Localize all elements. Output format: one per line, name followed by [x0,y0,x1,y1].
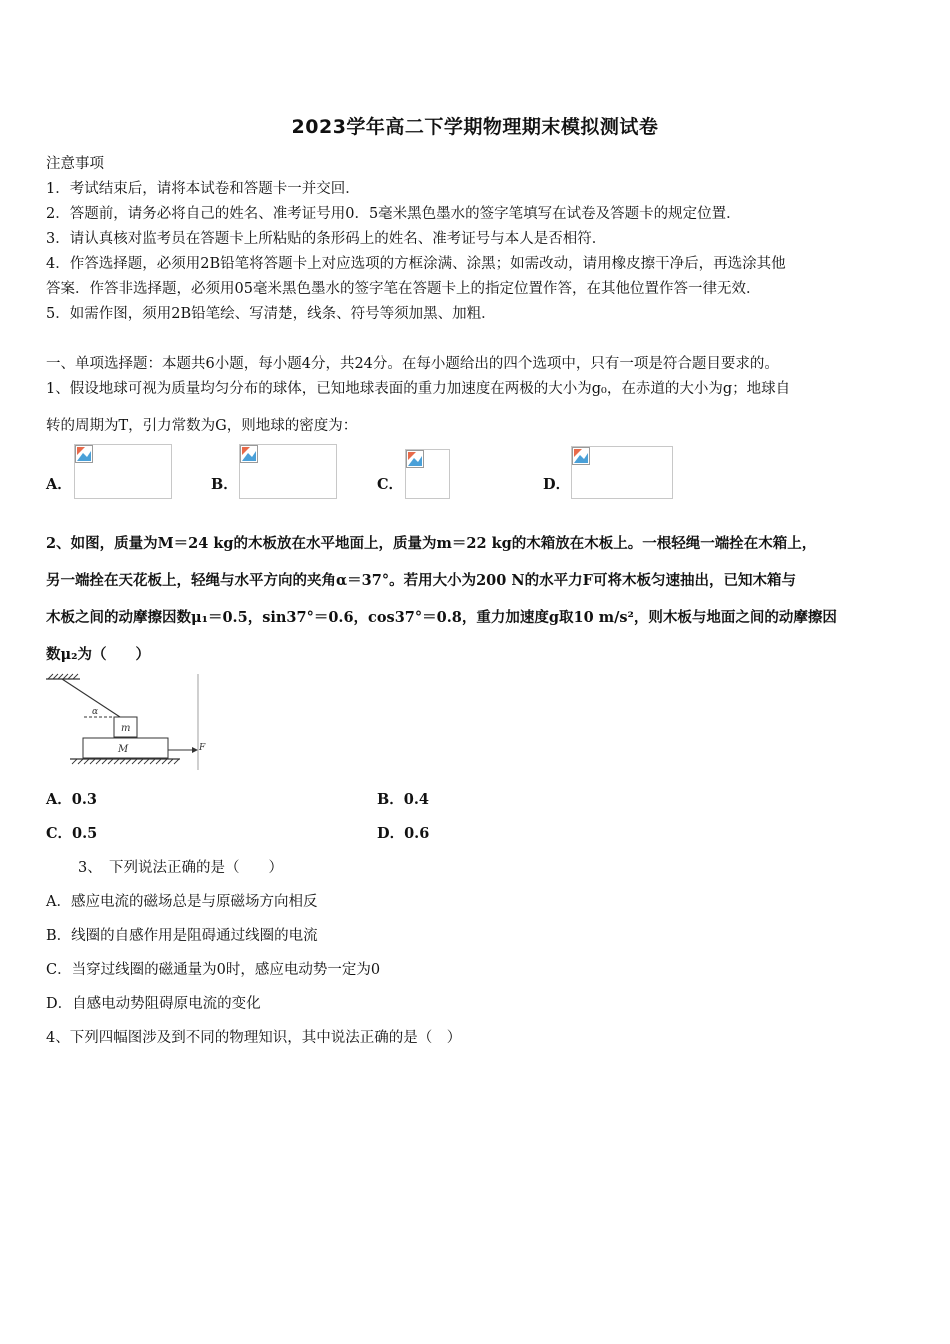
page-title: 2023学年高二下学期物理期末模拟测试卷 [291,116,659,138]
q2-figure [40,670,210,772]
q1-option-a-image [74,444,172,499]
q3-option-c: C．当穿过线圈的磁通量为0时，感应电动势一定为0 [46,962,381,978]
notice-item: 4．作答选择题，必须用2B铅笔将答题卡上对应选项的方框涂满、涂黑；如需改动，请用橡皮擦干净后，再选涂其他 [46,256,786,272]
notice-item: 1．考试结束后，请将本试卷和答题卡一并交回． [46,181,360,197]
q3-option-a: A．感应电流的磁场总是与原磁场方向相反 [46,894,318,910]
board-M-label: M [118,744,129,755]
notice-item: 2．答题前，请务必将自己的姓名、准考证号用0．5毫米黑色墨水的签字笔填写在试卷及答题卡的规定位置． [46,206,741,222]
q1-stem-line1: 1、假设地球可视为质量均匀分布的球体，已知地球表面的重力加速度在两极的大小为g₀，在赤道的大小为g；地球自 [46,381,791,397]
q1-option-c-label: C． [377,476,404,493]
q4-stem: 4、下列四幅图涉及到不同的物理知识，其中说法正确的是（ ） [46,1030,462,1046]
q2-stem-line2: 另一端拴在天花板上，轻绳与水平方向的夹角α＝37°。若用大小为200 N的水平力F可将木板匀速抽出，已知木箱与 [46,572,796,589]
q1-option-d-image [571,446,673,499]
q2-option-a: A．0.3 [46,791,97,808]
broken-image-icon [406,450,424,468]
notice-item: 3．请认真核对监考员在答题卡上所粘贴的条形码上的姓名、准考证号与本人是否相符． [46,231,607,247]
q2-stem-line3: 木板之间的动摩擦因数μ₁＝0.5，sin37°＝0.6，cos37°＝0.8，重力加速度g取10 m/s²，则木板与地面之间的动摩擦因 [46,609,837,626]
q1-option-d-label: D． [543,476,571,493]
force-label: F [199,743,206,753]
q2-option-b: B．0.4 [377,791,429,808]
q2-option-d: D．0.6 [377,825,430,842]
q2-stem-line1: 2、如图，质量为M＝24 kg的木板放在水平地面上，质量为m＝22 kg的木箱放在木板上。一根轻绳一端拴在木箱上， [46,535,817,552]
section-heading: 一、单项选择题：本题共6小题，每小题4分，共24分。在每小题给出的四个选项中，只有一项是符合题目要求的。 [46,356,779,372]
broken-image-icon [75,445,93,463]
q2-stem-line4: 数μ₂为（ ） [46,646,150,663]
q1-option-b-image [239,444,337,499]
broken-image-icon [240,445,258,463]
q3-option-b: B．线圈的自感作用是阻碍通过线圈的电流 [46,928,318,944]
notice-item: 5．如需作图，须用2B铅笔绘、写清楚，线条、符号等须加黑、加粗． [46,306,496,322]
notice-heading: 注意事项 [46,156,104,172]
q1-option-b-label: B． [211,476,238,493]
broken-image-icon [572,447,590,465]
q1-option-c-image [405,449,450,499]
q3-stem: 3、 下列说法正确的是（ ） [78,860,283,876]
notice-item: 答案．作答非选择题，必须用05毫米黑色墨水的签字笔在答题卡上的指定位置作答，在其他位置作答一律无效． [46,281,761,297]
q1-option-a-label: A． [46,476,72,493]
box-m-label: m [121,723,131,734]
angle-label: α [92,707,99,717]
q1-stem-line2: 转的周期为T，引力常数为G，则地球的密度为： [46,418,358,434]
q2-option-c: C．0.5 [46,825,98,842]
q3-option-d: D．自感电动势阻碍原电流的变化 [46,996,261,1012]
